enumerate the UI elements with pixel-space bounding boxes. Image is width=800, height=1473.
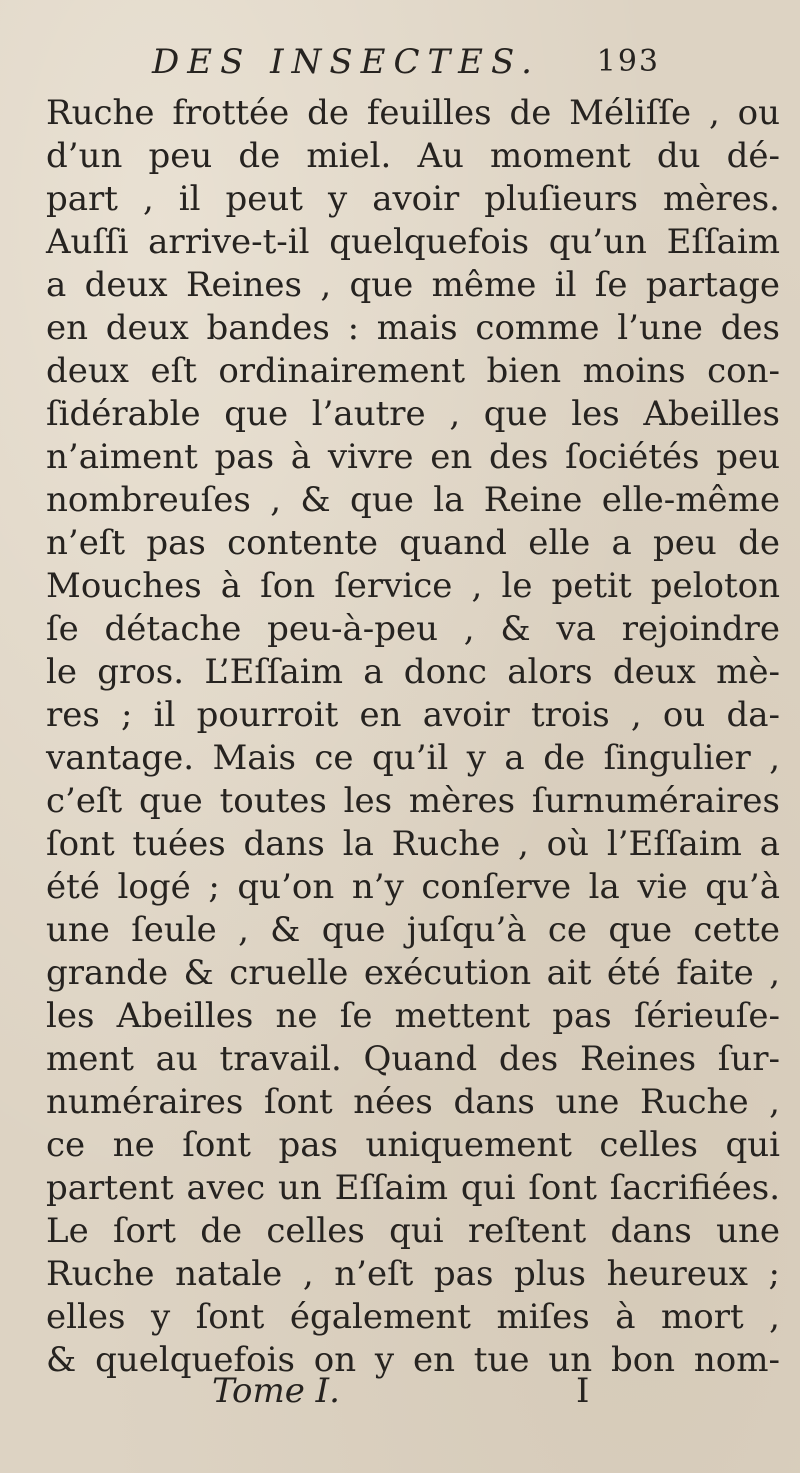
text-line: Ruche frottée de feuilles de Méliſſe , ou (46, 93, 780, 133)
text-line: partent avec un Eſſaim qui ſont ſacrifiées. (46, 1168, 780, 1208)
text-line: le gros. L’Eſſaim a donc alors deux mè- (46, 652, 780, 692)
text-line: n’aiment pas à vivre en des ſociétés peu (46, 437, 780, 477)
text-line: les Abeilles ne ſe mettent pas ſérieuſe- (46, 996, 780, 1036)
running-head (140, 42, 660, 90)
text-line: vantage. Mais ce qu’il y a de ſingulier , (46, 738, 780, 778)
text-line: Le ſort de celles qui reſtent dans une (46, 1211, 780, 1251)
text-line: en deux bandes : mais comme l’une des (46, 308, 780, 348)
text-line: ſidérable que l’autre , que les Abeilles (46, 394, 780, 434)
volume-signature: Tome I. (212, 1371, 340, 1411)
text-line: numéraires ſont nées dans une Ruche , (46, 1082, 780, 1122)
text-line: elles y ſont également miſes à mort , (46, 1297, 780, 1337)
text-line: nombreuſes , & que la Reine elle-même (46, 480, 780, 520)
body-text (46, 92, 780, 1382)
text-line: grande & cruelle exécution ait été faite , (46, 953, 780, 993)
text-line: ce ne ſont pas uniquement celles qui (46, 1125, 780, 1165)
text-line: Ruche natale , n’eſt pas plus heureux ; (46, 1254, 780, 1294)
text-line: une ſeule , & que juſqu’à ce que cette (46, 910, 780, 950)
text-line: Auſſi arrive-t-il quelquefois qu’un Eſſaim (46, 222, 780, 262)
text-line: d’un peu de miel. Au moment du dé- (46, 136, 780, 176)
running-head-title: DES INSECTES. (152, 42, 540, 82)
signature-line (46, 1370, 780, 1413)
text-line: & quelquefois on y en tue un bon nom- (46, 1340, 780, 1380)
text-line: ment au travail. Quand des Reines ſur- (46, 1039, 780, 1079)
text-line: ſe détache peu-à-peu , & va rejoindre (46, 609, 780, 649)
text-line: res ; il pourroit en avoir trois , ou da- (46, 695, 780, 735)
text-line: deux eſt ordinairement bien moins con- (46, 351, 780, 391)
text-line: part , il peut y avoir pluſieurs mères. (46, 179, 780, 219)
text-line: c’eſt que toutes les mères ſurnuméraires (46, 781, 780, 821)
text-line: ſont tuées dans la Ruche , où l’Eſſaim a (46, 824, 780, 864)
text-line: été logé ; qu’on n’y conſerve la vie qu’à (46, 867, 780, 907)
text-line: Mouches à ſon ſervice , le petit peloton (46, 566, 780, 606)
text-line: n’eſt pas contente quand elle a peu de (46, 523, 780, 563)
page-number: 193 (596, 44, 660, 79)
gathering-mark: I (576, 1371, 590, 1411)
text-line: a deux Reines , que même il ſe partage (46, 265, 780, 305)
